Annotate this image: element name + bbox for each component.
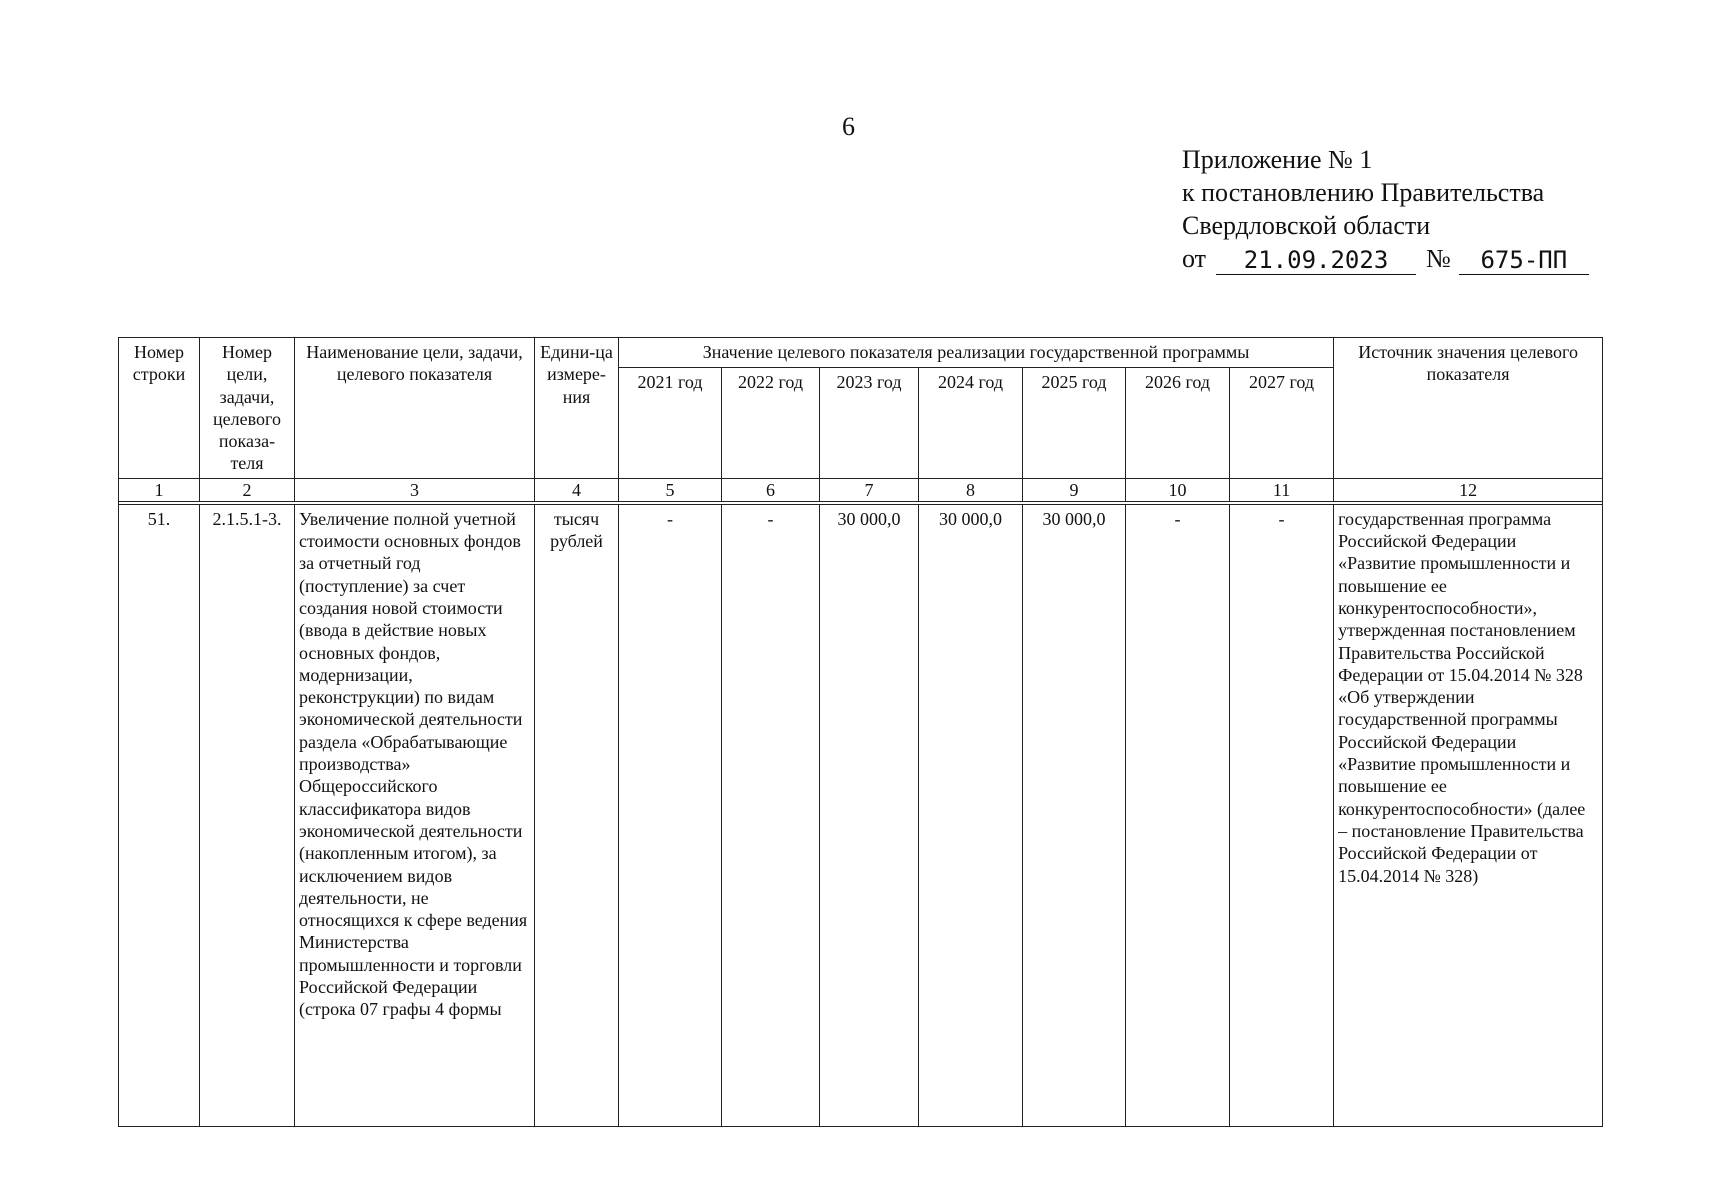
value-2023: 30 000,0: [820, 504, 919, 1126]
resolution-date: 21.09.2023: [1216, 246, 1416, 275]
header-row-number: Номер строки: [119, 338, 200, 479]
header-value-group: Значение целевого показателя реализации государственной программы: [619, 338, 1334, 368]
header-row: [119, 338, 1603, 368]
value-2024: 30 000,0: [919, 504, 1023, 1126]
header-source: Источник значения целевого показателя: [1334, 338, 1603, 479]
column-number: 1: [119, 478, 200, 501]
indicators-table: [118, 337, 1603, 1127]
header-year: 2026 год: [1126, 368, 1230, 479]
resolution-number: 675-ПП: [1459, 246, 1589, 275]
column-number: 6: [722, 478, 820, 501]
value-2025: 30 000,0: [1023, 504, 1126, 1126]
row-number: 51.: [119, 504, 200, 1126]
value-2022: -: [722, 504, 820, 1126]
column-number: 10: [1126, 478, 1230, 501]
value-2021: -: [619, 504, 722, 1126]
column-number: 9: [1023, 478, 1126, 501]
value-2026: -: [1126, 504, 1230, 1126]
page-number: 6: [842, 112, 855, 141]
number-label: №: [1426, 244, 1451, 273]
column-number: 12: [1334, 478, 1603, 501]
unit: тысяч рублей: [535, 504, 619, 1126]
column-number: 3: [295, 478, 535, 501]
table-row: [119, 504, 1603, 1126]
column-number: 4: [535, 478, 619, 501]
column-numbers-row: [119, 478, 1603, 501]
appendix-title: Приложение № 1: [1182, 145, 1373, 174]
header-year: 2025 год: [1023, 368, 1126, 479]
header-name: Наименование цели, задачи, целевого показателя: [295, 338, 535, 479]
appendix-region: Свердловской области: [1182, 211, 1431, 240]
column-number: 8: [919, 478, 1023, 501]
header-year: 2023 год: [820, 368, 919, 479]
column-number: 5: [619, 478, 722, 501]
from-label: от: [1182, 244, 1207, 273]
column-number: 2: [200, 478, 295, 501]
header-unit: Едини-ца измере-ния: [535, 338, 619, 479]
appendix-subtitle: к постановлению Правительства: [1182, 178, 1545, 207]
appendix-signature-line: [1182, 242, 1589, 275]
column-number: 11: [1230, 478, 1334, 501]
header-year: 2027 год: [1230, 368, 1334, 479]
indicator-source: государственная программа Российской Федерации «Развитие промышленности и повышение ее конкурентоспособности», утвержденная постановлением Правительства Российской Федерации от 15.04.2014 № 328 «Об утверждении государственной программы Российской Федерации «Развитие промышленности и повышение ее конкурентоспособности» (далее – постановление Правительства Российской Федерации от 15.04.2014 № 328): [1334, 504, 1603, 1126]
header-year: 2021 год: [619, 368, 722, 479]
header-year: 2024 год: [919, 368, 1023, 479]
header-year: 2022 год: [722, 368, 820, 479]
appendix-block: [1182, 143, 1589, 275]
goal-number: 2.1.5.1-3.: [200, 504, 295, 1126]
header-goal-number: Номер цели, задачи, целевого показа-теля: [200, 338, 295, 479]
value-2027: -: [1230, 504, 1334, 1126]
indicator-name: Увеличение полной учетной стоимости основных фондов за отчетный год (поступление) за счет создания новой стоимости (ввода в действие новых основных фондов, модернизации, реконструкции) по видам экономической деятельности раздела «Обрабатывающие производства» Общероссийского классификатора видов экономической деятельности (накопленным итогом), за исключением видов деятельности, не относящихся к сфере ведения Министерства промышленности и торговли Российской Федерации (строка 07 графы 4 формы: [295, 504, 535, 1126]
column-number: 7: [820, 478, 919, 501]
